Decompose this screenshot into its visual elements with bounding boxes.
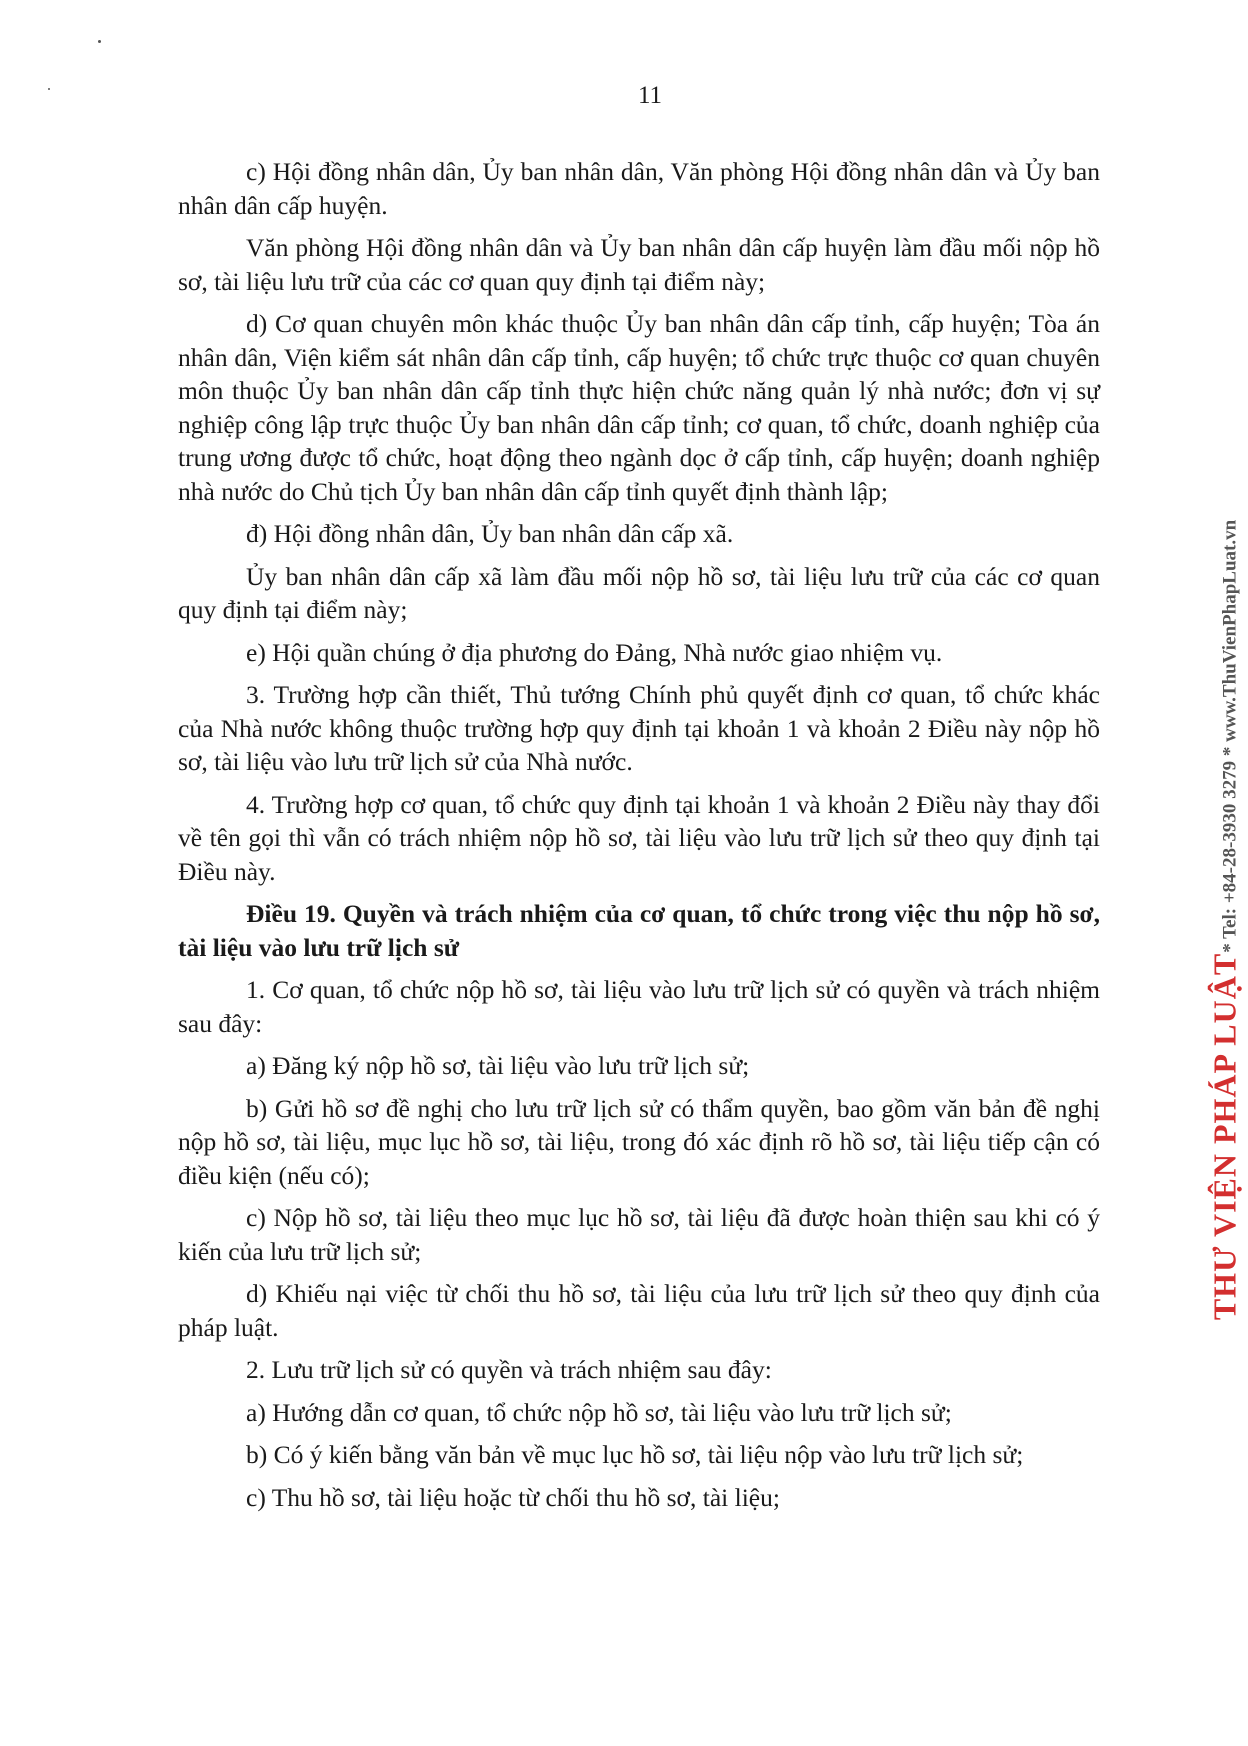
paragraph: a) Đăng ký nộp hồ sơ, tài liệu vào lưu trữ lịch sử;: [246, 1051, 750, 1080]
paragraph: d) Khiếu nại việc từ chối thu hồ sơ, tài liệu của lưu trữ lịch sử theo quy định của pháp luật.: [178, 1279, 1100, 1342]
paragraph: a) Hướng dẫn cơ quan, tổ chức nộp hồ sơ, tài liệu vào lưu trữ lịch sử;: [246, 1397, 952, 1427]
page-number: 11: [637, 82, 663, 109]
paragraph: b) Có ý kiến bằng văn bản về mục lục hồ sơ, tài liệu nộp vào lưu trữ lịch sử;: [246, 1440, 1024, 1469]
watermark-site: www.ThuVienPhapLuat.vn: [1219, 519, 1241, 747]
paragraph: 2. Lưu trữ lịch sử có quyền và trách nhiệm sau đây:: [246, 1355, 772, 1384]
paragraph: 3. Trường hợp cần thiết, Thủ tướng Chính phủ quyết định cơ quan, tổ chức khác của Nhà nước không thuộc trường hợp quy định tại khoản 1 và khoản 2 Điều này nộp hồ sơ, tài liệu vào lưu trữ lịch sử của Nhà nước.: [178, 680, 1100, 776]
paragraph: Văn phòng Hội đồng nhân dân và Ủy ban nhân dân cấp huyện làm đầu mối nộp hồ sơ, tài liệu lưu trữ của các cơ quan quy định tại điểm này;: [178, 233, 1100, 296]
scan-speck: [98, 40, 101, 43]
watermark-brand: THƯ VIỆN PHÁP LUẬT: [1206, 952, 1243, 1321]
paragraph: 1. Cơ quan, tổ chức nộp hồ sơ, tài liệu vào lưu trữ lịch sử có quyền và trách nhiệm sau đây:: [178, 975, 1100, 1038]
paragraph: đ) Hội đồng nhân dân, Ủy ban nhân dân cấp xã.: [246, 519, 734, 548]
paragraph: e) Hội quần chúng ở địa phương do Đảng, Nhà nước giao nhiệm vụ.: [246, 637, 943, 667]
watermark-star: *: [1219, 943, 1241, 953]
paragraph: c) Nộp hồ sơ, tài liệu theo mục lục hồ sơ, tài liệu đã được hoàn thiện sau khi có ý kiến của lưu trữ lịch sử;: [178, 1203, 1100, 1266]
document-body: [178, 155, 1100, 1523]
side-watermark: [1207, 520, 1244, 1320]
article-heading: Điều 19. Quyền và trách nhiệm của cơ quan, tổ chức trong việc thu nộp hồ sơ, tài liệu vào lưu trữ lịch sử: [178, 899, 1100, 962]
paragraph: c) Thu hồ sơ, tài liệu hoặc từ chối thu hồ sơ, tài liệu;: [246, 1482, 780, 1512]
paragraph: 4. Trường hợp cơ quan, tổ chức quy định tại khoản 1 và khoản 2 Điều này thay đổi về tên gọi thì vẫn có trách nhiệm nộp hồ sơ, tài liệu vào lưu trữ lịch sử theo quy định tại Điều này.: [178, 789, 1100, 886]
paragraph: Ủy ban nhân dân cấp xã làm đầu mối nộp hồ sơ, tài liệu lưu trữ của các cơ quan quy định tại điểm này;: [178, 561, 1100, 624]
watermark-star: *: [1219, 746, 1241, 757]
paragraph: c) Hội đồng nhân dân, Ủy ban nhân dân, Văn phòng Hội đồng nhân dân và Ủy ban nhân dân cấp huyện.: [178, 157, 1100, 220]
paragraph: d) Cơ quan chuyên môn khác thuộc Ủy ban nhân dân cấp tỉnh, cấp huyện; Tòa án nhân dân, Viện kiểm sát nhân dân cấp tỉnh, cấp huyện; tổ chức trực thuộc cơ quan chuyên môn thuộc Ủy ban nhân dân cấp tỉnh thực hiện chức năng quản lý nhà nước; đơn vị sự nghiệp công lập trực thuộc Ủy ban nhân dân cấp tỉnh; cơ quan, tổ chức, doanh nghiệp của trung ương được tổ chức, hoạt động theo ngành dọc ở cấp tỉnh, cấp huyện; doanh nghiệp nhà nước do Chủ tịch Ủy ban nhân dân cấp tỉnh quyết định thành lập;: [178, 309, 1100, 506]
watermark-phone: Tel: +84-28-3930 3279: [1219, 756, 1241, 944]
paragraph: b) Gửi hồ sơ đề nghị cho lưu trữ lịch sử có thẩm quyền, bao gồm văn bản đề nghị nộp hồ sơ, tài liệu, mục lục hồ sơ, tài liệu, trong đó xác định rõ hồ sơ, tài liệu tiếp cận có điều kiện (nếu có);: [178, 1093, 1100, 1190]
